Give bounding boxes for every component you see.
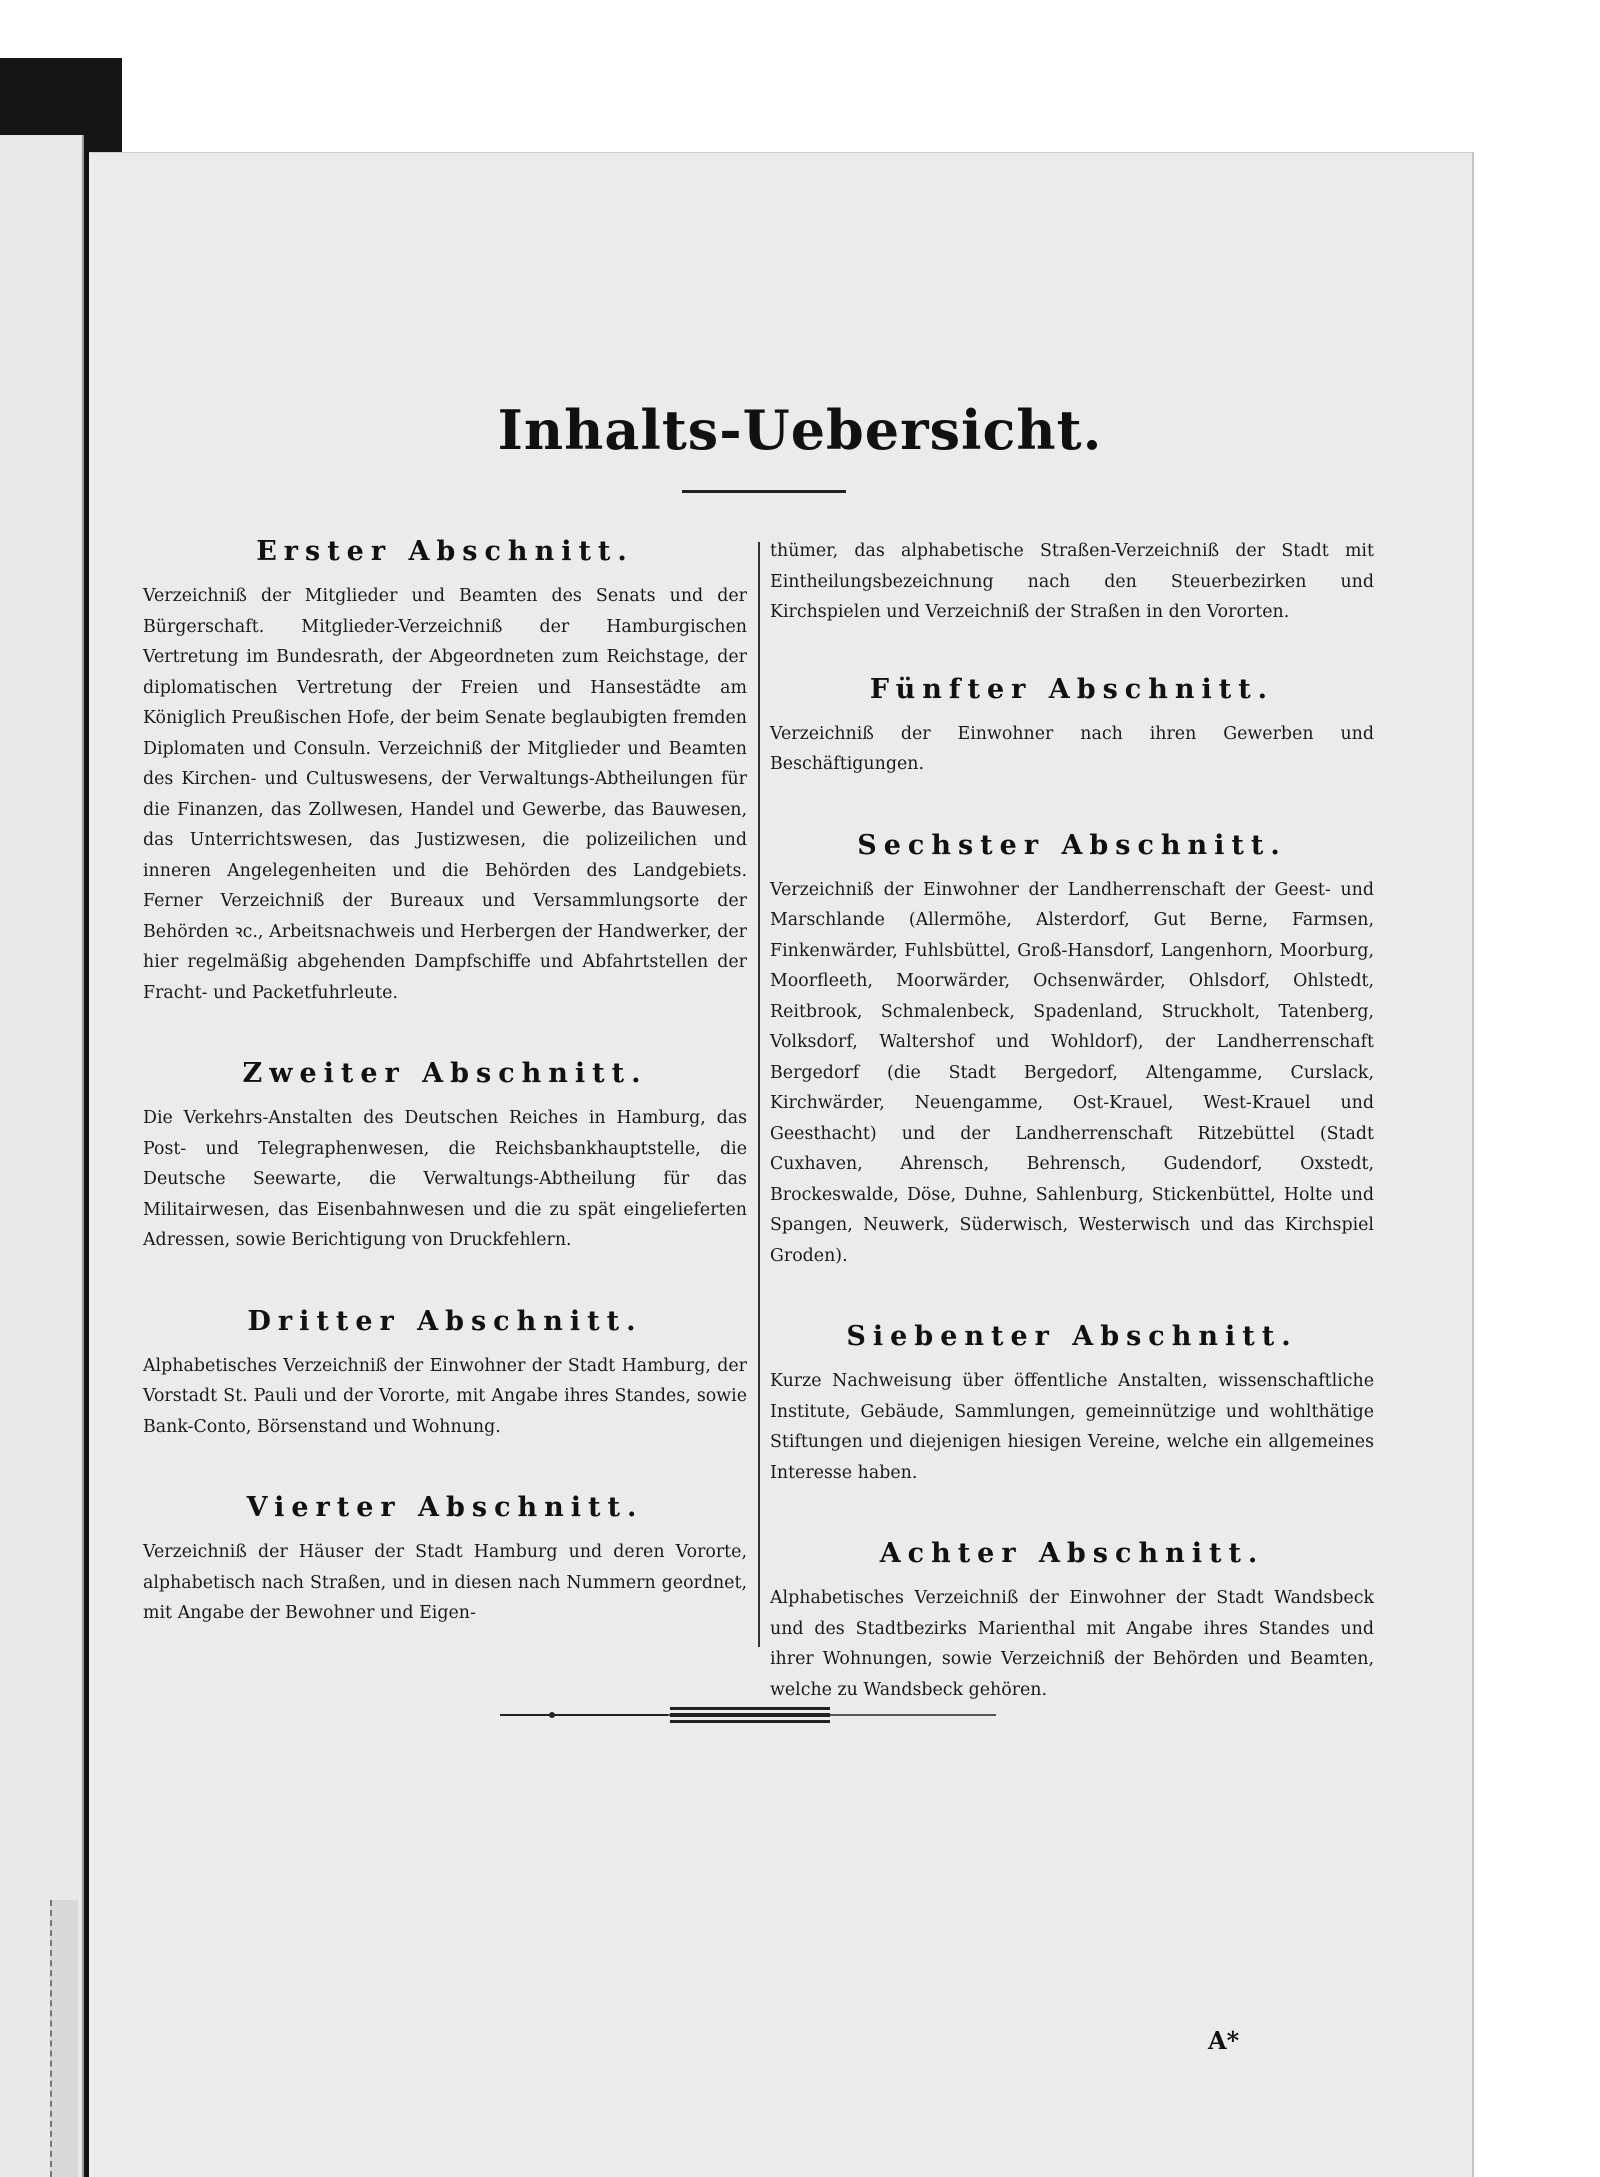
section-text: Alphabetisches Verzeichniß der Einwohner der Stadt Wandsbeck und des Stadtbezirks Marienthal mit Angabe ihres Standes und ihrer Wohnungen, sowie Verzeichniß der Behörden und Beamten, welche zu Wandsbeck gehören.	[770, 1588, 1374, 1700]
section-1	[143, 536, 747, 1008]
section-5	[770, 674, 1374, 780]
section-text: Verzeichniß der Einwohner der Landherrenschaft der Geest- und Marschlande (Allermöhe, Alsterdorf, Gut Berne, Farmsen, Finkenwärder, Fuhlsbüttel, Groß-Hansdorf, Langenhorn, Moorburg, Moorfleeth, Moorwärder, Ochsenwärder, Ohlsdorf, Ohlstedt, Reitbrook, Schmalenbeck, Spadenland, Struckholt, Tatenberg, Volksdorf, Waltershof und Wohldorf), der Landherrenschaft Bergedorf (die Stadt Bergedorf, Altengamme, Curslack, Kirchwärder, Neuengamme, Ost-Krauel, West-Krauel und Geesthacht) und der Landherrenschaft Ritzebüttel (Stadt Cuxhaven, Ahrensch, Behrensch, Gudendorf, Oxstedt, Brockeswalde, Döse, Duhne, Sahlenburg, Stickenbüttel, Holte und Spangen, Neuwerk, Süderwisch, Westerwisch und das Kirchspiel Groden).	[770, 879, 1374, 1266]
page-title: Inhalts-Uebersicht.	[497, 398, 1103, 462]
closing-ornament-rule	[500, 1703, 996, 1727]
section-title: Achter Abschnitt.	[879, 1538, 1265, 1569]
section-text: Verzeichniß der Einwohner nach ihren Gewerben und Beschäftigungen.	[770, 723, 1374, 774]
binding-edge	[50, 1900, 78, 2177]
section-title: Zweiter Abschnitt.	[242, 1058, 648, 1089]
section-text: Verzeichniß der Mitglieder und Beamten des Senats und der Bürgerschaft. Mitglieder-Verzeichniß der Hamburgischen Vertretung im Bundesrath, der Abgeordneten zum Reichstage, der diplomatischen Vertretung der Freien und Hansestädte am Königlich Preußischen Hofe, der beim Senate beglaubigten fremden Diplomaten und Consuln. Verzeichniß der Mitglieder und Beamten des Kirchen- und Cultuswesens, der Verwaltungs-Abtheilungen für die Finanzen, das Zollwesen, Handel und Gewerbe, das Bauwesen, das Unterrichtswesen, das Justizwesen, die polizeilichen und inneren Angelegenheiten und die Behörden des Landgebiets. Ferner Verzeichniß der Bureaux und Versammlungsorte der Behörden ꝛc., Arbeitsnachweis und Herbergen der Handwerker, der hier regelmäßig abgehenden Dampfschiffe und Abfahrtstellen der Fracht- und Packetfuhrleute.	[143, 586, 748, 1003]
section-title: Fünfter Abschnitt.	[869, 673, 1275, 705]
section-text: Die Verkehrs-Anstalten des Deutschen Reiches in Hamburg, das Post- und Telegraphenwesen, die Reichsbankhauptstelle, die Deutsche Seewarte, die Verwaltungs-Abtheilung für das Militairwesen, das Eisenbahnwesen und die zu spät eingelieferten Adressen, sowie Berichtigung von Druckfehlern.	[143, 1108, 747, 1250]
section-text: Alphabetisches Verzeichniß der Einwohner der Stadt Hamburg, der Vorstadt St. Pauli und der Vororte, mit Angabe ihres Standes, sowie Bank-Conto, Börsenstand und Wohnung.	[143, 1355, 747, 1437]
section-title: Dritter Abschnitt.	[247, 1305, 643, 1337]
section-2	[143, 1058, 747, 1256]
right-column	[770, 536, 1374, 1755]
section-4	[143, 1492, 747, 1629]
section-title: Erster Abschnitt.	[256, 536, 634, 567]
left-column	[143, 536, 747, 1679]
section-6	[770, 830, 1374, 1272]
signature-mark: A*	[1208, 2026, 1240, 2055]
section-4-continuation: thümer, das alphabetische Straßen-Verzeichniß der Stadt mit Eintheilungsbezeichnung nach den Steuerbezirken und Kirchspielen und Verzeichniß der Straßen in den Vororten.	[770, 541, 1374, 622]
section-title: Sechster Abschnitt.	[857, 829, 1287, 861]
section-8	[770, 1538, 1374, 1705]
title-rule	[682, 490, 846, 493]
section-3	[143, 1306, 747, 1443]
column-divider	[758, 542, 760, 1647]
section-text: Kurze Nachweisung über öffentliche Anstalten, wissenschaftliche Institute, Gebäude, Sammlungen, gemeinnützige und wohlthätige Stiftungen und diejenigen hiesigen Vereine, welche ein allgemeines Interesse haben.	[770, 1371, 1374, 1483]
section-7	[770, 1321, 1374, 1488]
section-title: Vierter Abschnitt.	[246, 1492, 644, 1523]
section-text: Verzeichniß der Häuser der Stadt Hamburg und deren Vororte, alphabetisch nach Straßen, und in diesen nach Nummern geordnet, mit Angabe der Bewohner und Eigen-	[143, 1542, 747, 1623]
section-title: Siebenter Abschnitt.	[846, 1321, 1298, 1352]
